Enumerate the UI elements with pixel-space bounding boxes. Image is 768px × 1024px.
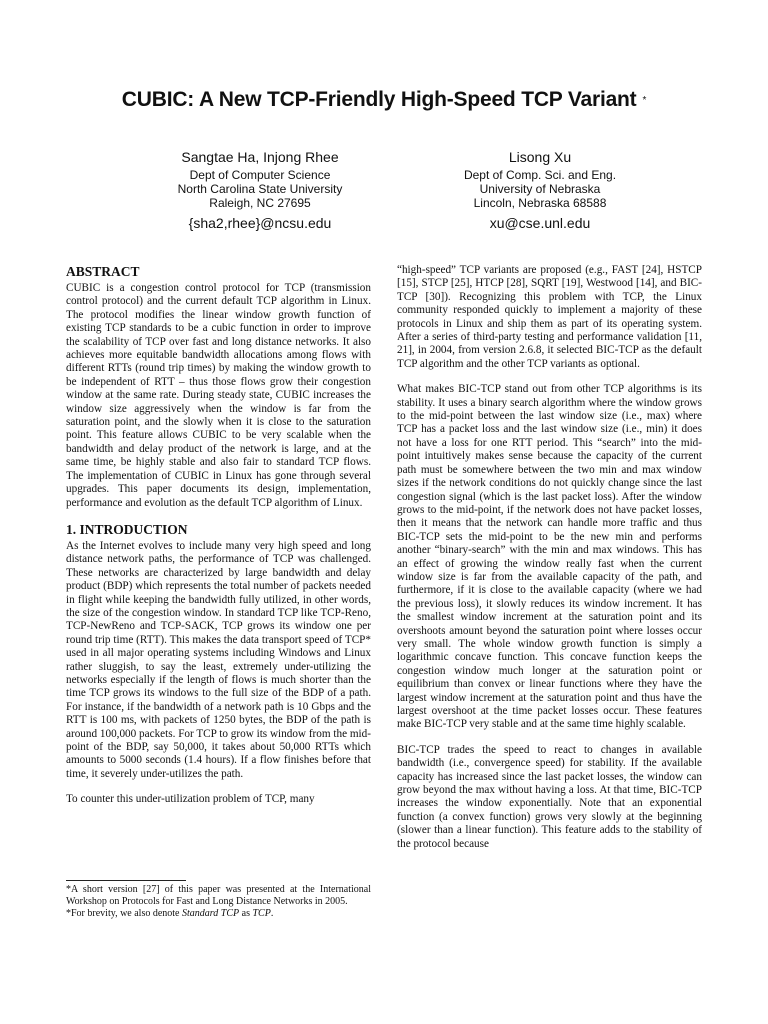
paper-title bbox=[0, 88, 768, 112]
author-dept: Dept of Computer Science bbox=[189, 168, 331, 182]
body-paragraph-2: What makes BIC-TCP stand out from other TCP algorithms is its stability. It uses a binary search algorithm where the window grows to the mid-point between the last window size (i.e., max) where TCP has a packet loss and the last window size (i.e., min) it does not have a loss for one RTT period. This “search” into the mid-point intuitively makes sense because the capacity of the current path must be somewhere between the two min and max window sizes if the network conditions do not quickly change since the last congestion signal (which is the last packet loss). After the window grows to the mid-point, if the network does not have packet losses, then it means that the network can handle more traffic and thus BIC-TCP sets the mid-point to be the new min and performs another “binary-search” with the min and max windows. This has an effect of growing the window really fast when the current window size is far from the available capacity of the path, and furthermore, if it is close to the available capacity (where we had the previous loss), it slowly reduces its window increment. It has the smallest window increment at the saturation point and its overshoots amount beyond the saturation point where losses occur very small. The whole window growth function is simply a logarithmic concave function. This concave function keeps the congestion window much longer at the saturation point or equilibrium than convex or linear functions where they have the largest window increment at the saturation point and thus have the largest overshoot at the time packet losses occur. These features make BIC-TCP very stable and at the same time highly scalable. bbox=[397, 383, 702, 731]
author-email: {sha2,rhee}@ncsu.edu bbox=[188, 214, 332, 231]
author-dept: Dept of Comp. Sci. and Eng. bbox=[463, 168, 617, 182]
footnote-rule bbox=[66, 880, 186, 881]
author-location: Lincoln, Nebraska 68588 bbox=[473, 196, 607, 211]
footnote-2-term: Standard TCP bbox=[182, 908, 240, 919]
author-institution: University of Nebraska bbox=[479, 182, 601, 197]
author-block-2 bbox=[380, 148, 700, 232]
abstract-text: CUBIC is a congestion control protocol for TCP (transmission control protocol) and the current default TCP algorithm in Linux. The protocol modifies the linear window growth function of existing TCP standards to be a cubic function in order to improve the scalability of TCP over fast and long distance networks. It also achieves more equitable bandwidth allocations among flows with different RTTs (round trip times) by making the window growth to be independent of RTT – thus those flows grow their congestion window at the same rate. During steady state, CUBIC increases the window size aggressively when the window is far from the saturation point, and the slowly when it is close to the saturation point. This feature allows CUBIC to be very scalable when the bandwidth and delay product of the network is large, and at the same time, be highly stable and also fair to standard TCP flows. The implementation of CUBIC in Linux has gone through several upgrades. This paper documents its design, implementation, performance and evolution as the default TCP algorithm of Linux. bbox=[66, 282, 371, 509]
body-paragraph-1: “high-speed” TCP variants are proposed (e.g., FAST [24], HSTCP [15], STCP [25], HTCP [28], SQRT [19], Westwood [14], and BIC-TCP [30]). Recognizing this problem with TCP, the Linux community responded quickly to implement a majority of these protocols in Linux and ship them as part of its operating system. After a series of third-party testing and performance validation [11, 21], in 2004, from version 2.6.8, it selected BIC-TCP as the default TCP algorithm and the other TCP variants as optional. bbox=[397, 264, 702, 370]
footnote-1: *A short version [27] of this paper was presented at the International Workshop on Protocols for Fast and Long Distance Networks in 2005. bbox=[66, 884, 371, 907]
left-column bbox=[66, 264, 371, 807]
author-institution: North Carolina State University bbox=[177, 182, 343, 197]
introduction-paragraph-1: As the Internet evolves to include many very high speed and long distance network paths, the performance of TCP was challenged. These networks are characterized by large bandwidth and delay product (BDP) which represents the total number of packets needed in flight while keeping the bandwidth fully utilized, in other words, the size of the congestion window. In standard TCP like TCP-Reno, TCP-NewReno and TCP-SACK, TCP grows its window one per round trip time (RTT). This makes the data transport speed of TCP* used in all major operating systems including Windows and Linux rather sluggish, to say the least, extremely under-utilizing the networks especially if the length of flows is much shorter than the time TCP grows its windows to the full size of the BDP of a path. For instance, if the bandwidth of a network path is 10 Gbps and the RTT is 100 ms, with packets of 1250 bytes, the BDP of the path is around 100,000 packets. For TCP to grow its window from the mid-point of the BDP, say 50,000, it takes about 50,000 RTTs which amounts to 5000 seconds (1.4 hours). If a flow finishes before that time, it severely under-utilizes the path. bbox=[66, 539, 371, 780]
footnote-2-prefix: *For brevity, we also denote bbox=[66, 908, 182, 919]
introduction-heading: 1. INTRODUCTION bbox=[66, 521, 188, 537]
introduction-paragraph-2: To counter this under-utilization problem of TCP, many bbox=[66, 793, 315, 806]
author-block-1 bbox=[100, 148, 420, 232]
abstract-heading: ABSTRACT bbox=[66, 264, 140, 279]
title-text: CUBIC: A New TCP-Friendly High-Speed TCP Variant bbox=[121, 88, 637, 111]
author-email: xu@cse.unl.edu bbox=[489, 214, 591, 231]
right-column bbox=[397, 264, 702, 851]
footnote-2-suffix: . bbox=[270, 908, 274, 919]
author-name: Lisong Xu bbox=[508, 149, 572, 165]
body-paragraph-3: BIC-TCP trades the speed to react to changes in available bandwidth (i.e., convergence speed) for stability. If the available capacity has increased since the last packet losses, the window can grow beyond the max without having a loss. At that time, BIC-TCP increases the window exponentially. Note that an exponential function (a convex function) grows very slowly at the beginning (slower than a linear function). This feature adds to the stability of the protocol because bbox=[397, 743, 702, 850]
footnotes bbox=[66, 880, 371, 920]
author-location: Raleigh, NC 27695 bbox=[209, 196, 311, 211]
title-footnote-mark: * bbox=[642, 95, 647, 106]
footnote-2-mid: as bbox=[239, 908, 253, 919]
author-name: Sangtae Ha, Injong Rhee bbox=[181, 149, 339, 165]
footnote-2-abbr: TCP bbox=[252, 908, 271, 919]
footnote-2 bbox=[66, 908, 371, 920]
